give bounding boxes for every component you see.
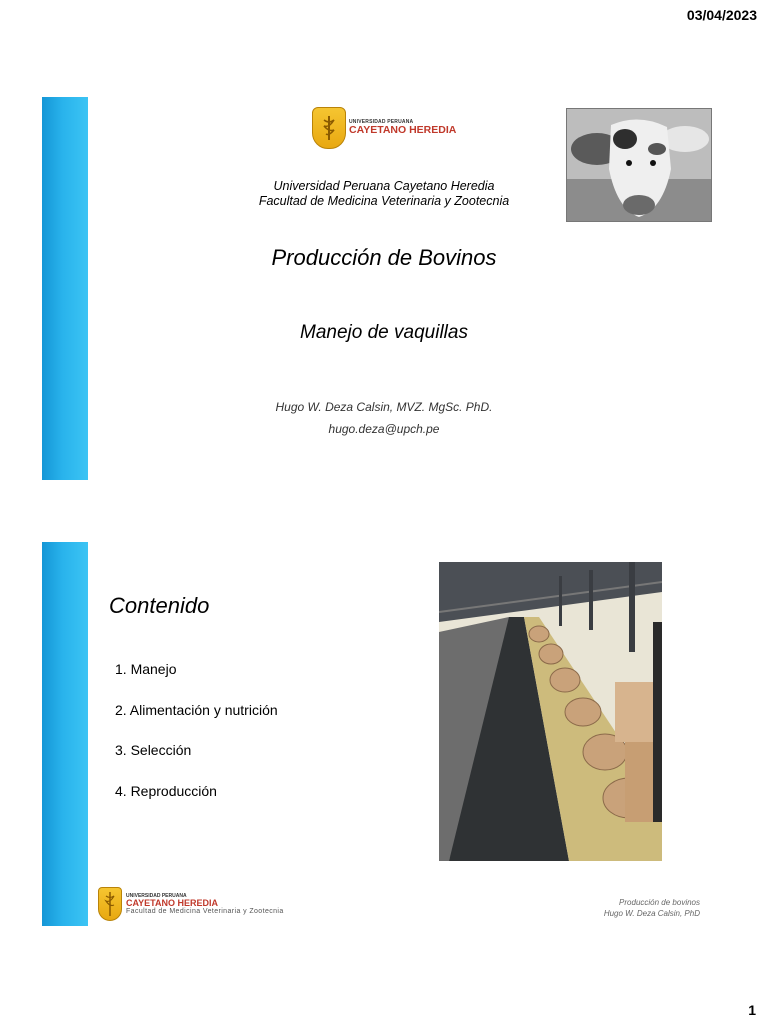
slide-subtitle: Manejo de vaquillas: [300, 322, 468, 343]
author-name: Hugo W. Deza Calsin, MVZ. MgSc. PhD.: [275, 400, 493, 414]
footer-logo-line-3: Facultad de Medicina Veterinaria y Zootecnia: [126, 907, 284, 915]
contents-title: Contenido: [109, 593, 210, 618]
contents-item: 1. Manejo: [115, 661, 177, 677]
university-logo: [312, 107, 456, 149]
institution-line-1: Universidad Peruana Cayetano Heredia: [273, 179, 495, 193]
footer-logo-line-1: UNIVERSIDAD PERUANA: [126, 892, 187, 899]
contents-item: 4. Reproducción: [115, 783, 217, 799]
slide-title: Producción de Bovinos: [271, 245, 497, 270]
institution-line-2: Facultad de Medicina Veterinaria y Zootecnia: [258, 194, 510, 208]
barn-cattle-icon: [439, 562, 662, 861]
footer-logo: [98, 887, 284, 921]
institution-block: [42, 179, 726, 209]
slide-2: [42, 542, 726, 926]
footer-logo-line-2: CAYETANO HEREDIA: [126, 897, 219, 908]
footer-credit-line-1: Producción de bovinos: [619, 898, 700, 907]
logo-line-2: CAYETANO HEREDIA: [349, 124, 457, 137]
author-email: hugo.deza@upch.pe: [328, 422, 440, 436]
accent-bar: [42, 542, 88, 926]
barn-cattle-image: [439, 562, 662, 861]
page-date: 03/04/2023: [686, 7, 757, 23]
logo-line-1: UNIVERSIDAD PERUANA: [349, 119, 414, 126]
contents-item: 2. Alimentación y nutrición: [115, 702, 278, 718]
slide-1: [42, 97, 726, 480]
page-number: 1: [748, 1002, 756, 1018]
shield-icon: [312, 107, 346, 149]
shield-icon: [98, 887, 122, 921]
footer-credit: [604, 897, 700, 919]
footer-credit-line-2: Hugo W. Deza Calsin, PhD: [603, 909, 700, 918]
contents-item: 3. Selección: [115, 742, 192, 758]
